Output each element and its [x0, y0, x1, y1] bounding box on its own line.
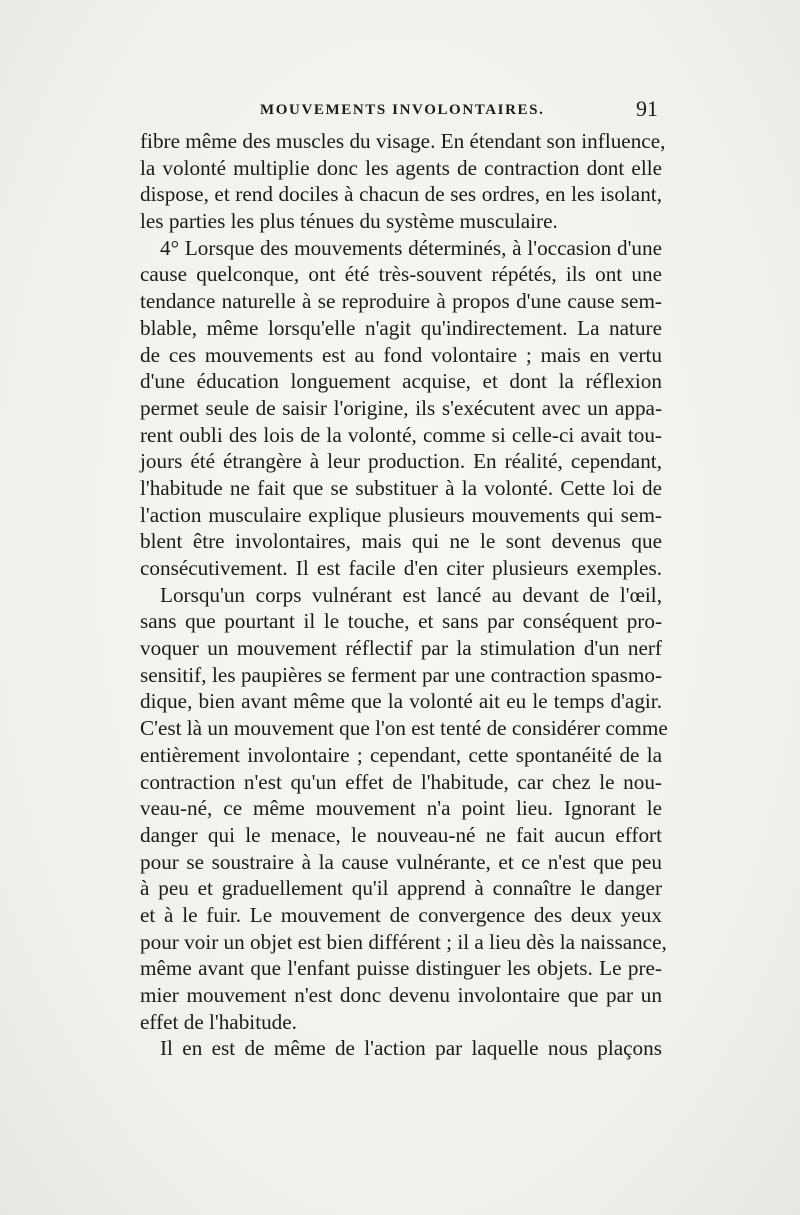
- page-header: [140, 96, 662, 128]
- text-line: entièrement involontaire ; cependant, cette spontanéité de la: [140, 742, 662, 767]
- text-line: et à le fuir. Le mouvement de convergence des deux yeux: [140, 902, 662, 927]
- text-line: permet seule de saisir l'origine, ils s'exécutent avec un appa-: [140, 395, 662, 420]
- text-line: Lorsqu'un corps vulnérant est lancé au devant de l'œil,: [160, 582, 662, 607]
- page-number: 91: [636, 96, 658, 121]
- text-line: à peu et graduellement qu'il apprend à connaître le danger: [140, 876, 662, 901]
- text-line: consécutivement. Il est facile d'en citer plusieurs exemples.: [140, 556, 662, 580]
- text-line: l'action musculaire explique plusieurs mouvements qui sem-: [140, 502, 662, 527]
- text-line: jours été étrangère à leur production. En réalité, cependant,: [140, 449, 662, 474]
- text-line: Il en est de même de l'action par laquelle nous plaçons: [160, 1036, 662, 1061]
- text-line: pour voir un objet est bien différent ; il a lieu dès la naissance,: [140, 929, 667, 954]
- text-line: blable, même lorsqu'elle n'agit qu'indirectement. La nature: [140, 315, 662, 340]
- text-line: blent être involontaires, mais qui ne le sont devenus que: [140, 529, 662, 554]
- text-line: rent oubli des lois de la volonté, comme si celle-ci avait tou-: [140, 422, 662, 447]
- text-line: veau-né, ce même mouvement n'a point lieu. Ignorant le: [140, 796, 662, 821]
- text-line: sans que pourtant il le touche, et sans par conséquent pro-: [140, 609, 662, 634]
- text-line: les parties les plus ténues du système musculaire.: [140, 209, 558, 234]
- running-title: MOUVEMENTS INVOLONTAIRES.: [260, 102, 545, 118]
- text-line: l'habitude ne fait que se substituer à la volonté. Cette loi de: [140, 475, 662, 500]
- text-line: tendance naturelle à se reproduire à propos d'une cause sem-: [140, 289, 662, 314]
- text-line: voquer un mouvement réflectif par la stimulation d'un nerf: [140, 636, 662, 661]
- text-line: pour se soustraire à la cause vulnérante, et ce n'est que peu: [140, 849, 662, 874]
- text-line: mier mouvement n'est donc devenu involontaire que par un: [140, 983, 662, 1007]
- text-line: la volonté multiplie donc les agents de contraction dont elle: [140, 155, 662, 180]
- text-line: dique, bien avant même que la volonté ait eu le temps d'agir.: [140, 689, 662, 714]
- text-line: danger qui le menace, le nouveau-né ne fait aucun effort: [140, 822, 662, 847]
- text-line: sensitif, les paupières se ferment par une contraction spasmo-: [140, 662, 662, 687]
- text-line: cause quelconque, ont été très-souvent répétés, ils ont une: [140, 262, 662, 287]
- text-line: d'une éducation longuement acquise, et dont la réflexion: [140, 369, 662, 394]
- text-line: même avant que l'enfant puisse distinguer les objets. Le pre-: [140, 956, 662, 981]
- text-line: fibre même des muscles du visage. En étendant son influence,: [140, 129, 666, 153]
- text-line: effet de l'habitude.: [140, 1009, 297, 1034]
- text-line: 4° Lorsque des mouvements déterminés, à l'occasion d'une: [160, 235, 662, 260]
- text-line: contraction n'est qu'un effet de l'habitude, car chez le nou-: [140, 769, 662, 794]
- body-text: [140, 128, 668, 1062]
- text-line: de ces mouvements est au fond volontaire ; mais en vertu: [140, 342, 662, 367]
- text-line: C'est là un mouvement que l'on est tenté de considérer comme: [140, 716, 668, 741]
- text-line: dispose, et rend dociles à chacun de ses ordres, en les isolant,: [140, 182, 662, 207]
